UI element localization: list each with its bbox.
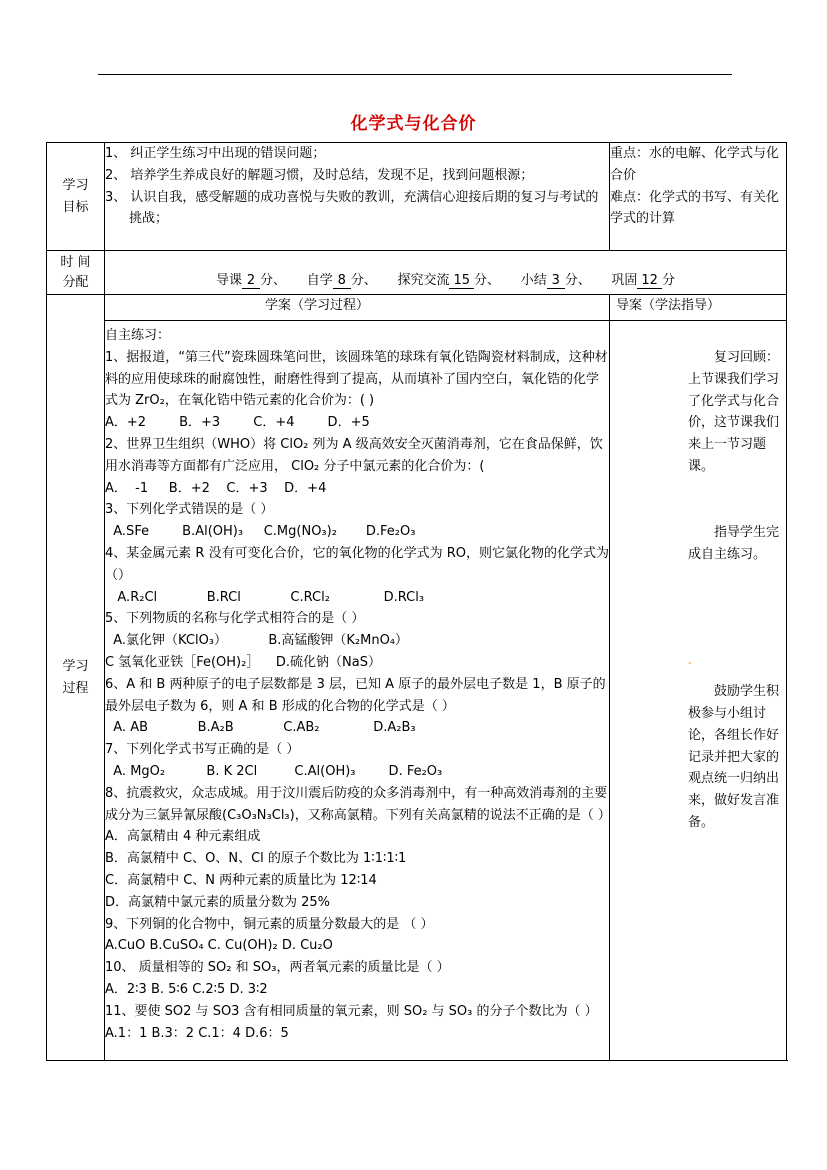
lesson-table <box>46 142 787 1061</box>
page-title: 化学式与化合价 <box>350 114 477 134</box>
time-item <box>397 273 500 288</box>
question-10-options: A．2∶3 B. 5∶6 C.2∶5 D. 3∶2 <box>105 981 268 997</box>
time-item-unit: 分、 <box>564 273 591 288</box>
time-item-name: 探究交流 <box>397 273 450 288</box>
exercises-cell <box>105 321 610 1061</box>
question-6-options: A. AB B.A₂B C.AB₂ D.A₂B₃ <box>105 720 416 736</box>
time-item-name: 小结 <box>520 273 547 288</box>
exercises-heading: 自主练习： <box>105 328 171 343</box>
question-6: 6、A 和 B 两种原子的电子层数都是 3 层，已知 A 原子的最外层电子数是 1，B 原子的最外层电子数为 6，则 A 和 B 形成的化合物的化学式是（ ） <box>105 676 606 714</box>
process-label-cell <box>47 295 105 1061</box>
process-header-row <box>47 295 787 321</box>
time-label: 时 间 分配 <box>60 254 91 290</box>
question-8-option-b: B．高氯精中 C、O、N、Cl 的原子个数比为 1∶1∶1∶1 <box>105 851 407 867</box>
question-5: 5、下列物质的名称与化学式相符合的是（ ） <box>105 611 365 627</box>
question-1: 1、据报道，“第三代”瓷珠圆珠笔问世，该圆珠笔的球珠有氧化锆陶瓷材料制成，这种材料的应用使球珠的耐腐蚀性，耐磨性得到了提高，从而填补了国内空白，氧化锆的化学式为 ZrO₂，在氧化锆中锆元素的化合价为：( ) <box>105 349 608 409</box>
time-item-value: 8 <box>333 274 351 289</box>
question-2: 2、世界卫生组织（WHO）将 ClO₂ 列为 A 级高效安全灭菌消毒剂，它在食品保鲜，饮用水消毒等方面都有广泛应用， ClO₂ 分子中氯元素的化合价为：( <box>105 436 603 474</box>
question-7-options: A. MgO₂ B. K 2Cl C.Al(OH)₃ D. Fe₂O₃ <box>105 763 443 779</box>
time-item-name: 导课 <box>216 273 243 288</box>
time-item <box>216 273 286 288</box>
question-11: 11、要使 SO2 与 SO3 含有相同质量的氧元素，则 SO₂ 与 SO₃ 的分子个数比为（ ）A.1：1 B.3：2 C.1：4 D.6：5 <box>105 1003 598 1041</box>
question-9: 9、下列铜的化合物中，铜元素的质量分数最大的是 （ ） <box>105 916 434 932</box>
orange-mark: - <box>688 658 692 670</box>
guide-encourage: 鼓励学生积极参与小组讨论，各组长作好记录并把大家的观点统一归纳出来，做好发言准备。 <box>688 684 780 830</box>
question-3-options: A.SFe B.Al(OH)₃ C.Mg(NO₃)₂ D.Fe₂O₃ <box>105 524 416 540</box>
question-9-options: A.CuO B.CuSO₄ C. Cu(OH)₂ D. Cu₂O <box>105 938 333 954</box>
time-item <box>307 273 377 288</box>
question-8-option-a: A．高氯精由 4 种元素组成 <box>105 829 261 845</box>
question-4-options: A.R₂Cl B.RCl C.RCl₂ D.RCl₃ <box>105 589 425 605</box>
time-item-unit: 分、 <box>474 273 501 288</box>
goals-label: 学习目标 <box>62 177 89 215</box>
guide-review: 复习回顾：上节课我们学习了化学式与化合价，这节课我们来上一节习题课。 <box>688 350 780 474</box>
process-content-row <box>47 321 787 1061</box>
spacer <box>688 325 786 347</box>
goals-label-cell <box>47 143 105 251</box>
time-item-unit: 分 <box>661 273 675 288</box>
guide-header <box>610 295 787 321</box>
time-item-value: 3 <box>547 274 565 289</box>
question-5-options-b: C 氢氧化亚铁［Fe(OH)₂］ D.硫化钠（NaS） <box>105 654 381 670</box>
guide-notes-cell <box>610 321 787 1061</box>
question-3: 3、下列化学式错误的是（ ） <box>105 502 274 518</box>
key-point: 重点：水的电解、化学式与化合价 <box>610 146 780 183</box>
study-header <box>105 295 610 321</box>
time-label-cell <box>47 251 105 295</box>
time-item-value: 15 <box>449 274 474 289</box>
question-8: 8、抗震救灾，众志成城。用于汶川震后防疫的众多消毒剂中，有一种高效消毒剂的主要成分为三氯异氰尿酸(C₃O₃N₃Cl₃)，又称高氯精。下列有关高氯精的说法不正确的是（ ） <box>105 785 611 823</box>
goal-item: 1、 纠正学生练习中出现的错误问题； <box>105 146 326 161</box>
question-2-options: A． -1 B．+2 C．+3 D．+4 <box>105 480 327 496</box>
difficulty: 难点：化学式的书写、有关化学式的计算 <box>610 189 780 227</box>
question-4: 4、某金属元素 R 没有可变化合价，它的氧化物的化学式为 RO，则它氯化物的化学式为（） <box>105 545 609 583</box>
time-item <box>521 273 591 288</box>
process-label: 学习过程 <box>62 658 89 696</box>
spacer <box>688 565 786 653</box>
time-item-name: 巩固 <box>611 273 638 288</box>
question-8-option-d: D．高氯精中氯元素的质量分数为 25% <box>105 894 331 910</box>
time-item-unit: 分、 <box>350 273 377 288</box>
goals-row <box>47 143 787 251</box>
focus-cell <box>610 143 787 251</box>
question-8-option-c: C．高氯精中 C、N 两种元素的质量比为 12∶14 <box>105 872 377 888</box>
time-allocation <box>105 251 787 295</box>
header-rule <box>98 74 732 75</box>
question-7: 7、下列化学式书写正确的是（ ） <box>105 742 300 758</box>
time-item-value: 2 <box>242 274 260 289</box>
time-item-name: 自学 <box>306 273 333 288</box>
time-item-value: 12 <box>637 274 662 289</box>
guide-header-text: 导案（学法指导） <box>616 298 721 313</box>
question-10: 10、 质量相等的 SO₂ 和 SO₃，两者氧元素的质量比是（ ） <box>105 960 450 976</box>
time-item <box>611 273 675 288</box>
time-row <box>47 251 787 295</box>
study-header-text: 学案（学习过程） <box>264 298 369 313</box>
spacer <box>688 478 786 522</box>
guide-self-study: 指导学生完成自主练习。 <box>688 524 780 562</box>
goal-item: 2、 培养学生养成良好的解题习惯，及时总结，发现不足，找到问题根源； <box>105 167 534 183</box>
question-5-options-a: A.氯化钾（KClO₃） B.高锰酸钾（K₂MnO₄） <box>105 633 409 649</box>
question-1-options: A．+2 B．+3 C．+4 D．+5 <box>105 415 370 431</box>
time-item-unit: 分、 <box>260 273 287 288</box>
goal-item: 3、 认识自我，感受解题的成功喜悦与失败的教训，充满信心迎接后期的复习与考试的挑战； <box>105 189 599 227</box>
goals-cell <box>105 143 610 251</box>
